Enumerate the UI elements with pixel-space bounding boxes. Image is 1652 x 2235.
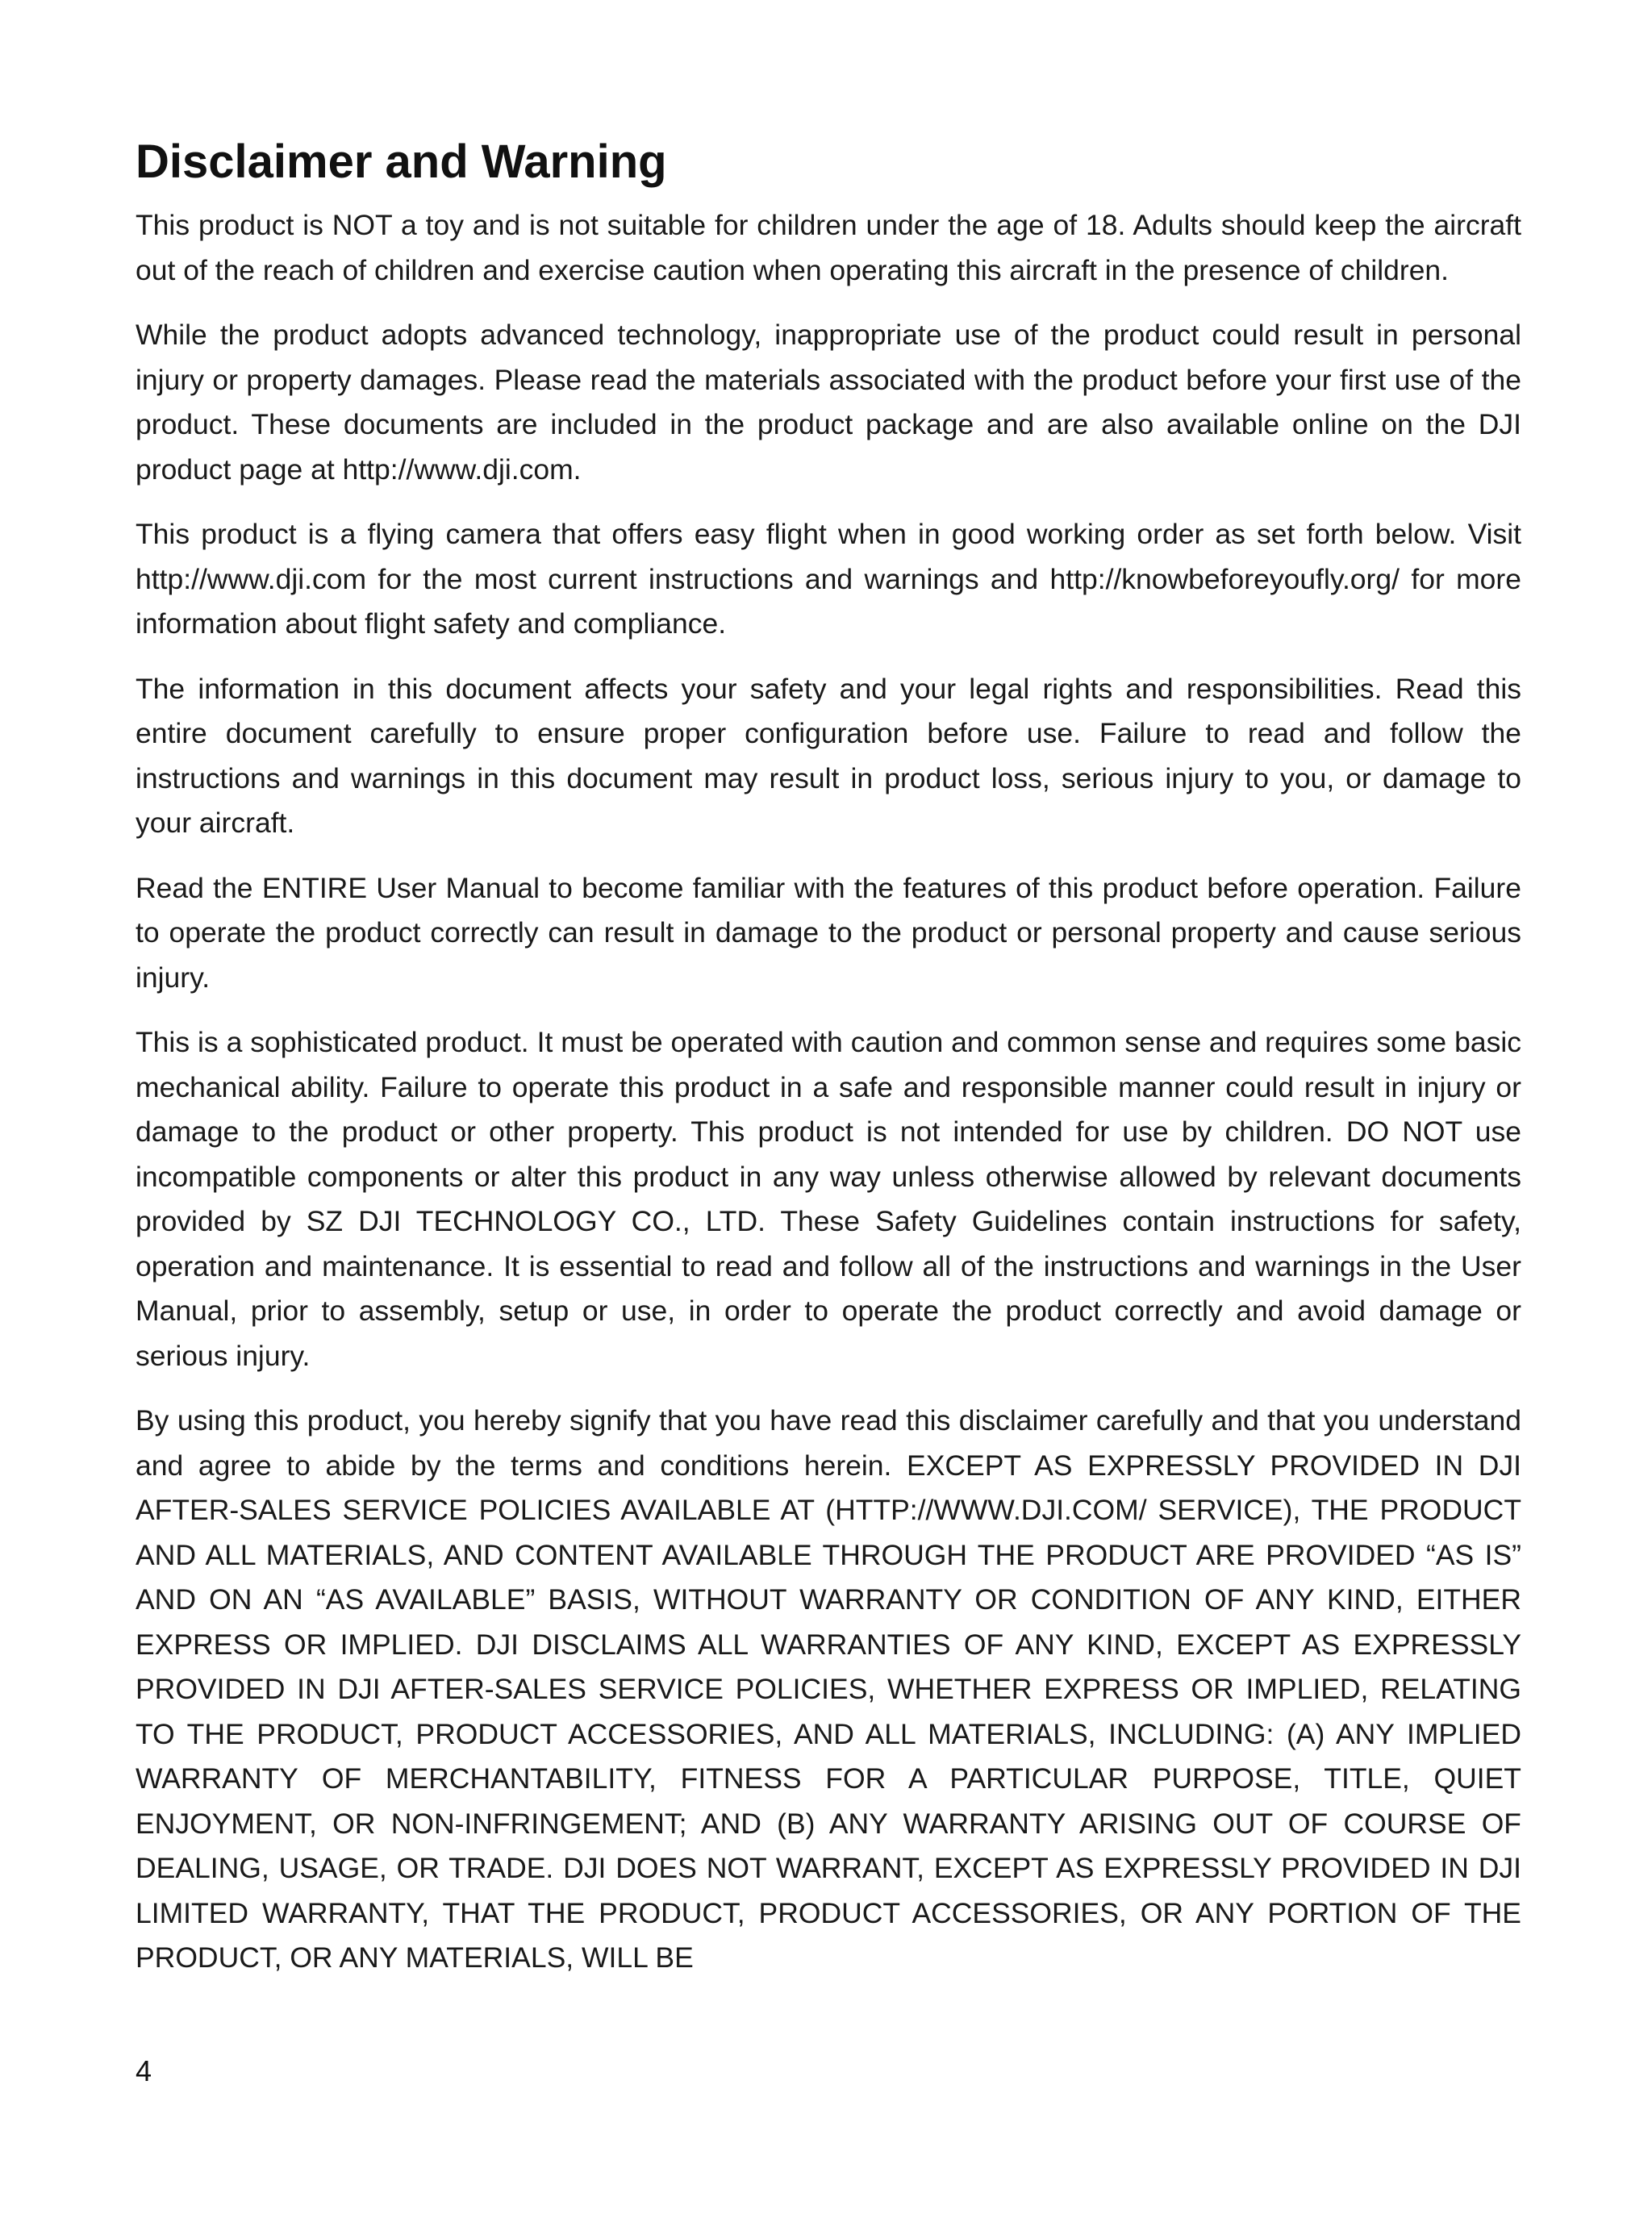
page-title: Disclaimer and Warning <box>136 136 667 188</box>
paragraph-flying-camera: This product is a flying camera that offers easy flight when in good working order as set forth below. Visit http://www.dji.com for the most current instructions and warnings and http://knowbeforeyoufly.org/ for more information about flight safety and compliance. <box>136 518 1521 640</box>
paragraph-not-a-toy: This product is NOT a toy and is not suitable for children under the age of 18. Adults should keep the aircraft out of the reach of children and exercise caution when operating this aircraft in the presence of children. <box>136 209 1521 286</box>
paragraph-legal-rights: The information in this document affects your safety and your legal rights and responsibilities. Read this entire document carefully to ensure proper configuration before use. Failure to read and follow the instructions and warnings in this document may result in product loss, serious injury to you, or damage to your aircraft. <box>136 672 1521 839</box>
page-number: 4 <box>136 2054 152 2087</box>
document-page <box>136 129 1521 1981</box>
paragraph-sophisticated-product: This is a sophisticated product. It must be operated with caution and common sense and requires some basic mechanical ability. Failure to operate this product in a safe and responsible manner could result in injury or damage to the product or other property. This product is not intended for use by children. DO NOT use incompatible components or alter this product in any way unless otherwise allowed by relevant documents provided by SZ DJI TECHNOLOGY CO., LTD. These Safety Guidelines contain instructions for safety, operation and maintenance. It is essential to read and follow all of the instructions and warnings in the User Manual, prior to assembly, setup or use, in order to operate the product correctly and avoid damage or serious injury. <box>136 1026 1521 1372</box>
paragraph-warranty-disclaimer: By using this product, you hereby signify that you have read this disclaimer carefully and that you understand and agree to abide by the terms and conditions herein. EXCEPT AS EXPRESSLY PROVIDED IN DJI AFTER-SALES SERVICE POLICIES AVAILABLE AT (HTTP://WWW.DJI.COM/ SERVICE), THE PRODUCT AND ALL MATERIALS, AND CONTENT AVAILABLE THROUGH THE PRODUCT ARE PROVIDED “AS IS” AND ON AN “AS AVAILABLE” BASIS, WITHOUT WARRANTY OR CONDITION OF ANY KIND, EITHER EXPRESS OR IMPLIED. DJI DISCLAIMS ALL WARRANTIES OF ANY KIND, EXCEPT AS EXPRESSLY PROVIDED IN DJI AFTER-SALES SERVICE POLICIES, WHETHER EXPRESS OR IMPLIED, RELATING TO THE PRODUCT, PRODUCT ACCESSORIES, AND ALL MATERIALS, INCLUDING: (A) ANY IMPLIED WARRANTY OF MERCHANTABILITY, FITNESS FOR A PARTICULAR PURPOSE, TITLE, QUIET ENJOYMENT, OR NON-INFRINGEMENT; AND (B) ANY WARRANTY ARISING OUT OF COURSE OF DEALING, USAGE, OR TRADE. DJI DOES NOT WARRANT, EXCEPT AS EXPRESSLY PROVIDED IN DJI LIMITED WARRANTY, THAT THE PRODUCT, PRODUCT ACCESSORIES, OR ANY PORTION OF THE PRODUCT, OR ANY MATERIALS, WILL BE <box>136 1404 1521 1974</box>
paragraph-read-user-manual: Read the ENTIRE User Manual to become familiar with the features of this product before operation. Failure to operate the product correctly can result in damage to the product or personal property and cause serious injury. <box>136 871 1521 994</box>
paragraph-advanced-technology: While the product adopts advanced technology, inappropriate use of the product could result in personal injury or property damages. Please read the materials associated with the product before your first use of the product. These documents are included in the product package and are also available online on the DJI product page at http://www.dji.com. <box>136 319 1521 486</box>
